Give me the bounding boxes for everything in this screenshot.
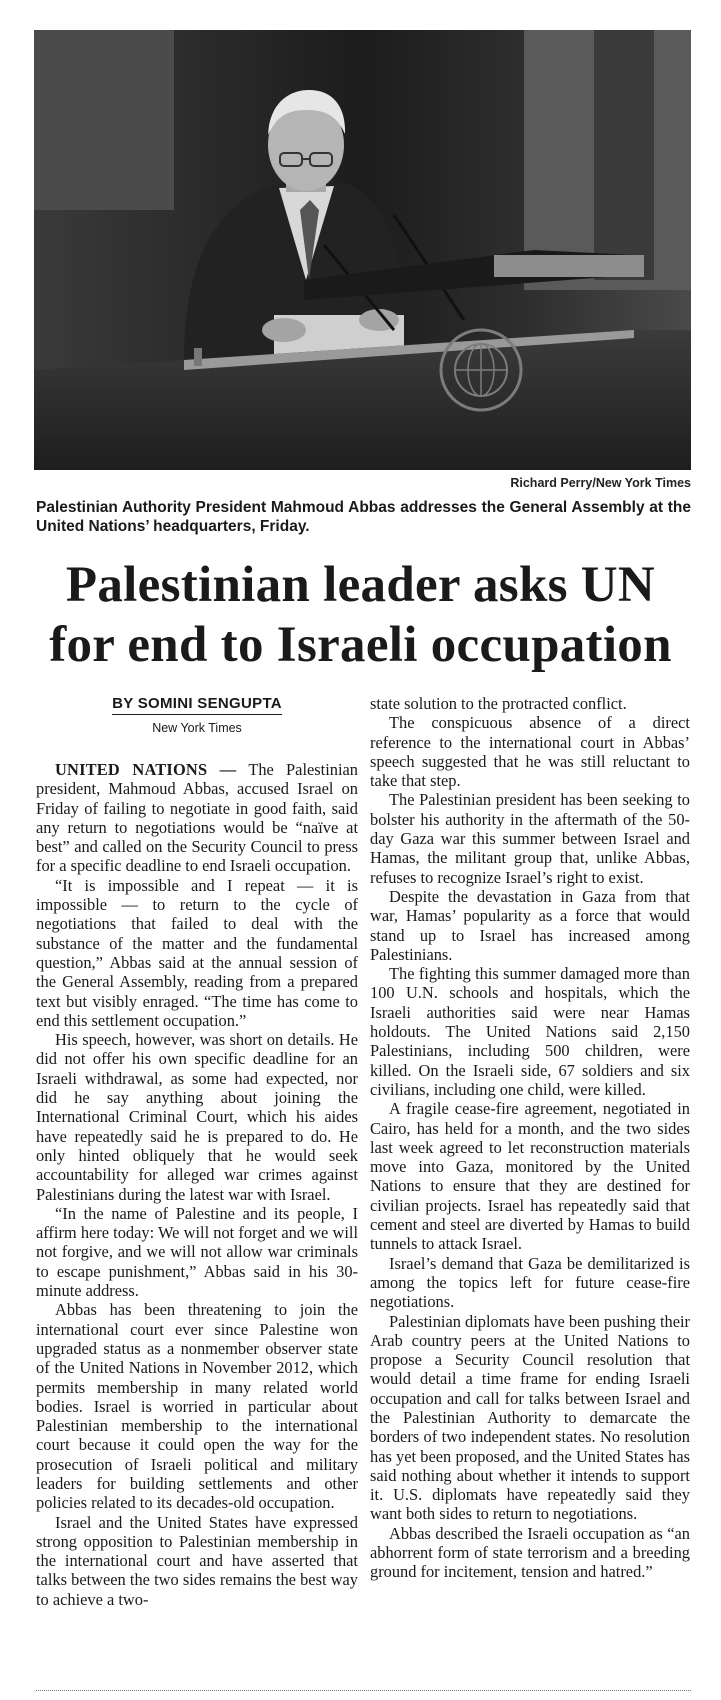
article-paragraph	[36, 760, 358, 876]
article-paragraph: The Palestinian president has been seeking to bolster his authority in the aftermath of the 50-day Gaza war this summer between Israel and Hamas, the militant group that, unlike Abbas, refuses to recognize Israel’s right to exist.	[370, 790, 690, 887]
bottom-dotted-rule	[36, 1690, 691, 1691]
article-paragraph: A fragile cease-fire agreement, negotiated in Cairo, has held for a month, and the two sides last week agreed to let reconstruction materials move into Gaza, monitored by the United Nations to ensure that they are destined for civilian projects. Israel has repeatedly said that cement and steel are diverted by Hamas to build tunnels to attack Israel.	[370, 1099, 690, 1254]
article-paragraph: His speech, however, was short on details. He did not offer his own specific deadline for an Israeli withdrawal, as some had expected, nor did he say anything about joining the International Criminal Court, which his aides have repeatedly said he is prepared to do. He only hinted obliquely that he would seek accountability for alleged war crimes against Palestinians during the latest war with Israel.	[36, 1030, 358, 1204]
headline	[20, 555, 701, 675]
headline-line-1: Palestinian leader asks UN	[65, 557, 656, 613]
byline-author: BY SOMINI SENGUPTA	[112, 694, 282, 715]
article-paragraph: Abbas described the Israeli occupation as “an abhorrent form of state terrorism and a breeding ground for incitement, tension and hatred.”	[370, 1523, 690, 1582]
article-continuation: state solution to the protracted conflict.	[370, 694, 627, 713]
byline-source: New York Times	[152, 721, 242, 735]
article-paragraph: “It is impossible and I repeat — it is impossible — to return to the cycle of negotiations that failed to deal with the substance of the matter and the fundamental question,” Abbas said at the annual session of the General Assembly, reading from a prepared text but visibly enraged. “The time has come to end this settlement occupation.”	[36, 875, 358, 1030]
article-paragraph: Israel and the United States have expressed strong opposition to Palestinian membership in the international court and have asserted that talks between the two sides remains the best way to achieve a two-	[36, 1512, 358, 1609]
article-paragraph: Abbas has been threatening to join the international court ever since Palestine won upgraded status as a nonmember observer state of the United Nations in November 2012, which permits membership in many related world bodies. Israel is worried in particular about Palestinian membership to the international court because it could open the way for the prosecution of Israeli political and military leaders for building settlements and other policies related to its decades-old occupation.	[36, 1300, 358, 1513]
article-photo	[34, 30, 691, 470]
headline-line-2: for end to Israeli occupation	[49, 617, 672, 673]
article-paragraph: Despite the devastation in Gaza from that war, Hamas’ popularity as a force that would stand up to Israel has increased among Palestinians.	[370, 886, 690, 964]
article-paragraph: The conspicuous absence of a direct reference to the international court in Abbas’ speech suggested that he was still reluctant to take that step.	[370, 713, 690, 791]
article-paragraph: Israel’s demand that Gaza be demilitarized is among the topics left for future cease-fire negotiations.	[370, 1253, 690, 1312]
photo-caption: Palestinian Authority President Mahmoud Abbas addresses the General Assembly at the United Nations’ headquarters, Friday.	[36, 499, 691, 535]
paragraph-text: The Palestinian president, Mahmoud Abbas, accused Israel on Friday of failing to negotiate in good faith, said any return to negotiations would be “naïve at best” and called on the Security Council to press for a specific deadline to end Israeli occupation.	[36, 760, 358, 876]
article-column-right	[370, 694, 690, 1582]
article-paragraph: Palestinian diplomats have been pushing their Arab country peers at the United Nations to propose a Security Council resolution that would detail a time frame for ending Israeli occupation and call for talks between Israel and the Palestinian Authority to demarcate the borders of two independent states. No resolution has yet been proposed, and the United States has said nothing about whether it intends to support it. U.S. diplomats have repeatedly said they want both sides to return to negotiations.	[370, 1311, 690, 1524]
dateline: UNITED NATIONS —	[55, 760, 237, 779]
article-paragraph: “In the name of Palestine and its people, I affirm here today: We will not forget and we will not forgive, and we will not allow war criminals to escape punishment,” Abbas said in his 30-minute address.	[36, 1203, 358, 1301]
article-paragraph: The fighting this summer damaged more than 100 U.N. schools and hospitals, which the Israeli authorities said were near Hamas holdouts. The United Nations said 2,150 Palestinians, including 500 children, were killed. On the Israeli side, 67 soldiers and six civilians, including one child, were killed.	[370, 964, 690, 1099]
article-column-left	[36, 693, 358, 1609]
byline-block	[36, 693, 358, 736]
photo-credit: Richard Perry/New York Times	[510, 476, 691, 490]
